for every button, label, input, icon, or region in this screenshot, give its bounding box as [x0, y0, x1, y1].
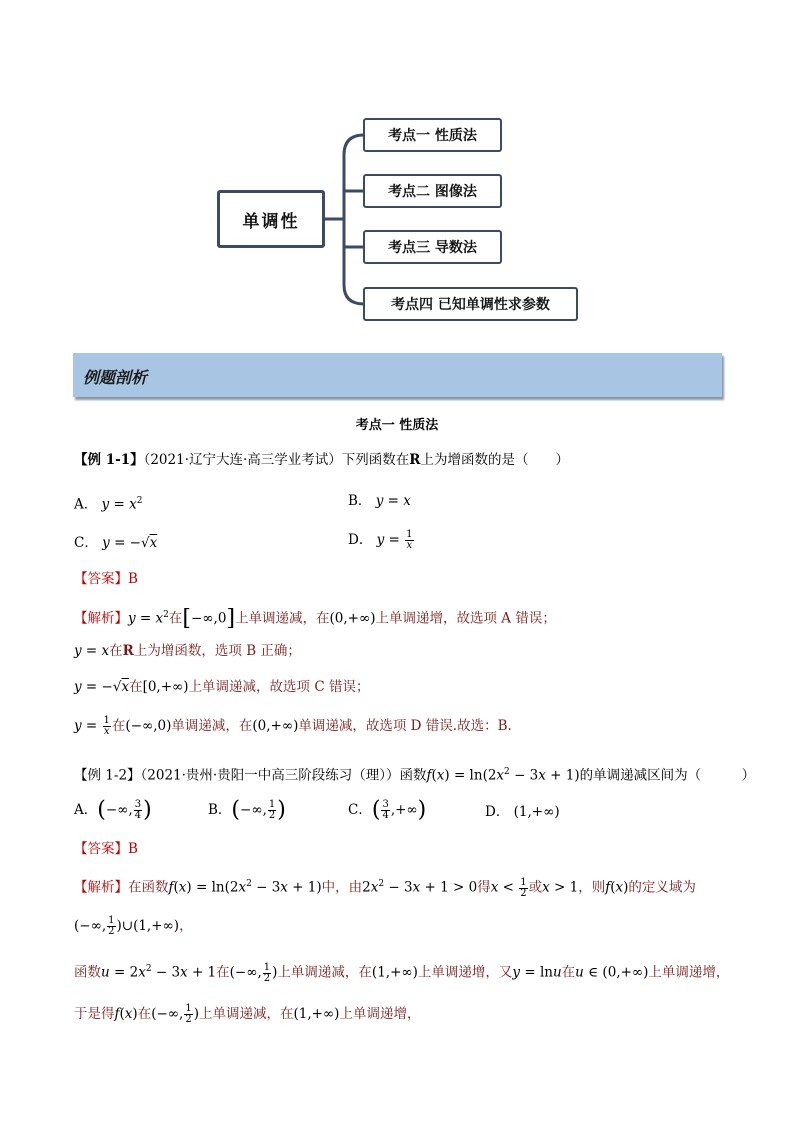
mindmap-root: 单调性 [217, 190, 325, 248]
mindmap-branch-3: 考点三 导数法 [363, 230, 502, 264]
text: 在 [216, 964, 230, 981]
ex1-analysis-1: 【解析】$y = x^2$在[−∞,0]上单调递减，在(0,+∞)上单调递增，故选项 A 错误； [74, 606, 556, 631]
ex2-option-d: D． (1,+∞) [485, 804, 560, 820]
text: 在 [109, 643, 123, 659]
analysis-tag: 【解析】 [74, 879, 128, 896]
text: 中，由 [321, 879, 363, 896]
mindmap-branch-2: 考点二 图像法 [363, 174, 502, 208]
text: 的定义域为 [628, 879, 696, 896]
mindmap-branch-4: 考点四 已知单调性求参数 [363, 287, 578, 321]
ex2-source: （2021·贵州·贵阳一中高三阶段练习（理））函数 [140, 767, 427, 784]
text: 上单调递增，故选项 A 错误； [375, 610, 556, 627]
ex1-R: R [409, 452, 421, 468]
option-label: D． [485, 804, 510, 820]
text: 上单调递增， [339, 1006, 421, 1022]
text: 于是得 [74, 1006, 115, 1022]
text: 上单调递增，又 [417, 964, 513, 981]
option-label: A． [74, 802, 98, 818]
ex1-option-b: B． y = x [348, 493, 411, 509]
ex2-analysis-4: 于是得f(x)在(−∞, $\frac{1}{2}$ )上单调递减，在(1,+∞)上单调递增， [74, 1003, 421, 1025]
text: 上单调递减，在 [235, 610, 330, 627]
text: 在函数 [128, 879, 169, 896]
text: ，则 [578, 879, 606, 896]
text: 上为增函数，选项 B 正确； [133, 643, 301, 659]
ex1-option-d: D． y = $\frac{1}{x}$ [348, 529, 413, 551]
text: 上单调递减，在 [277, 964, 372, 981]
ex1-answer: 【答案】B [74, 571, 138, 587]
option-label: B． [208, 802, 232, 818]
text: 函数 [74, 964, 101, 981]
ex1-option-a: A． $y = x^2$ [74, 496, 143, 513]
ex2-analysis-2: (−∞, $\frac{1}{2}$ )∪(1,+∞)， [74, 915, 193, 937]
ex2-analysis-1: 【解析】在函数$f(x) = \ln(2x^2 - 3x + 1)$中，由$2x^2 - 3x + 1 > 0$得x < $\frac{1}{2}$ 或x > 1，则f(x)的定义域为 [74, 876, 696, 899]
ex2-tag: 【例 1-2】 [74, 767, 141, 784]
section-banner [73, 353, 722, 397]
text: 单调递减，故选项 D 错误.故选：B. [298, 718, 512, 734]
text: 得 [477, 879, 491, 896]
ex2-option-c: C．( $\frac{3}{4}$ ,+∞) [348, 797, 427, 823]
ex1-analysis-3: y = −√x在[0,+∞)上单调递减，故选项 C 错误； [74, 679, 370, 695]
text: 在 [111, 718, 126, 734]
ex2-answer: 【答案】B [74, 841, 138, 857]
ex2-analysis-3: 函数$u = 2x^2 - 3x + 1$在(−∞, $\frac{1}{2}$ )上单调递减，在(1,+∞)上单调递增，又y = lnu在u ∈ (0,+∞)上单调递增， [74, 961, 730, 984]
text: 在 [129, 679, 143, 695]
text: 在 [561, 964, 576, 981]
ex2-option-a: A．(−∞, $\frac{3}{4}$ ) [74, 797, 152, 823]
ex2-option-b: B．(−∞, $\frac{1}{2}$ ) [208, 797, 286, 823]
ex1-question [74, 451, 569, 469]
text: 上单调递减，在 [198, 1006, 294, 1022]
ex1-source: （2021·辽宁大连·高三学业考试）下列函数在 [143, 452, 410, 468]
text: 单调递减，在 [171, 718, 253, 734]
analysis-tag: 【解析】 [74, 610, 128, 627]
section-title: 考点一 性质法 [355, 418, 439, 433]
option-label: A． [74, 496, 98, 513]
option-label: D． [348, 532, 373, 548]
ex1-tail: 上为增函数的是（ ） [420, 452, 570, 468]
ex1-analysis-4: y = $\frac{1}{x}$ 在(−∞,0)单调递减，在(0,+∞)单调递减，故选项 D 错误.故选：B. [74, 715, 512, 737]
text: R [122, 643, 134, 659]
option-label: C． [74, 535, 98, 551]
text: 上单调递减，故选项 C 错误； [188, 679, 370, 695]
ex2-question: 【例 1-2】（2021·贵州·贵阳一中高三阶段练习（理））函数$f(x) = \ln(2x^2 - 3x + 1)$的单调递减区间为（ ） [74, 767, 756, 784]
text: 上单调递增， [648, 964, 730, 981]
mindmap-branch-1: 考点一 性质法 [363, 118, 502, 152]
ex1-analysis-2: y = x在R上为增函数，选项 B 正确； [74, 643, 301, 659]
text: 或 [528, 879, 543, 896]
option-label: B． [348, 493, 372, 509]
ex2-tail: 的单调递减区间为（ ） [579, 767, 756, 784]
ex1-tag: 【例 1-1】 [74, 452, 144, 468]
ex1-option-c: C． y = −√x [74, 535, 158, 551]
text: 在 [137, 1006, 152, 1022]
text: 在 [168, 610, 183, 627]
option-label: C． [348, 802, 372, 818]
banner-label: 例题剖析 [83, 368, 148, 387]
